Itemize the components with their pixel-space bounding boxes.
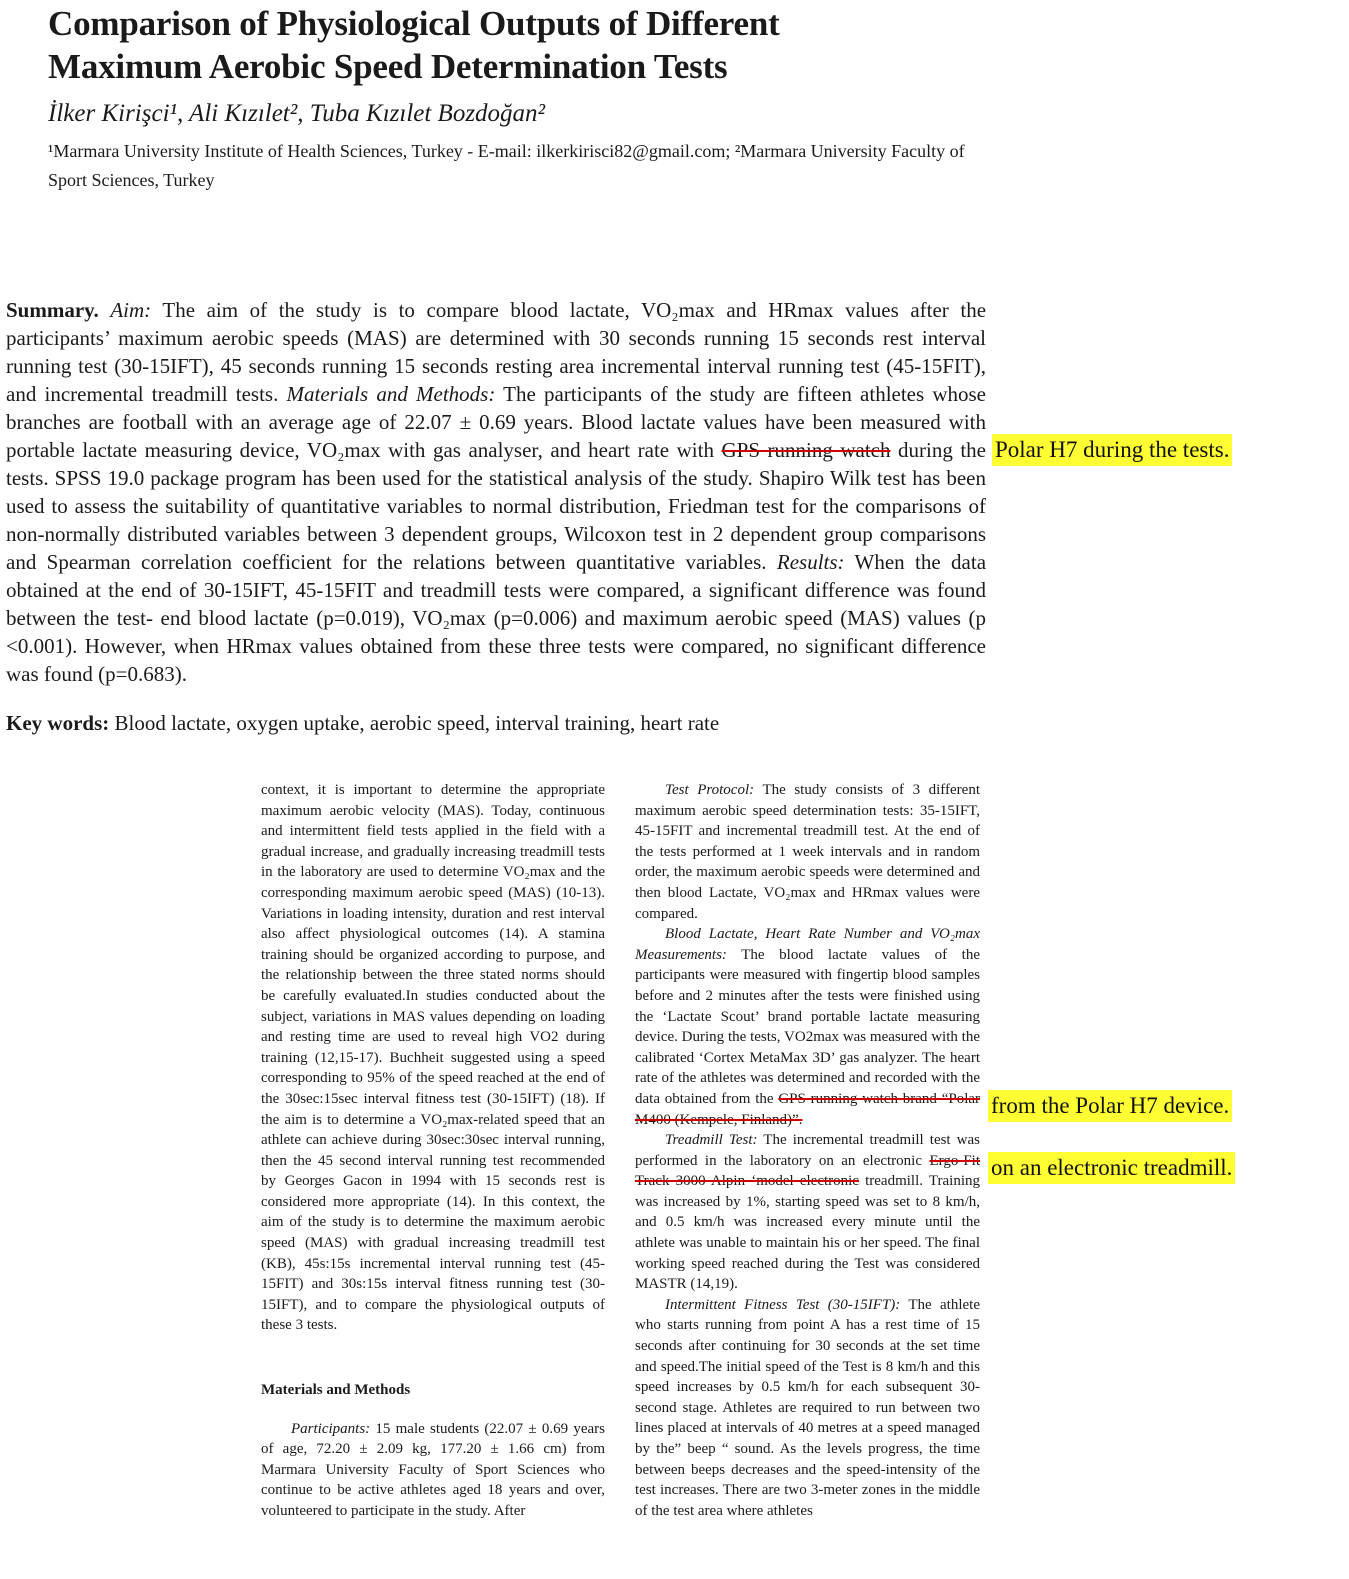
treadmill-text-1: The incremental treadmill test was performed in the laboratory on an electronic (635, 1132, 980, 1169)
ift-text: The athlete who starts running from point A has a rest time of 15 seconds after continuing for 30 seconds at the set time and speed.The initial speed of the Test is 8 km/h and this speed increases by 0.5 km/h for each subsequent 30-second stage. Athletes are required to run between two lines placed at intervals of 40 metres at a speed managed by the” beep “ sound. As the levels progress, the time between beeps decreases and the speed-intensity of the test increases. There are two 3-meter zones in the middle of the test area where athletes (635, 1296, 980, 1519)
affiliation: ¹Marmara University Institute of Health Sciences, Turkey - E-mail: ilkerkirisci82@gmail.com; ²Marmara University Faculty of Sport Sciences, Turkey (48, 141, 965, 190)
treadmill-text-2: treadmill. Training was increased by 1%, starting speed was set to 8 km/h, and 0.5 km/h was increased every minute until the athlete was unable to maintain his or her speed. The final working speed reached during the Test was considered MASTR (14,19). (635, 1173, 980, 1293)
aim-label: Aim: (110, 298, 152, 322)
measurements-text: The blood lactate values of the participants were measured with fingertip blood samples before and 2 minutes after the tests were finished using the ‘Lactate Scout’ brand portable lactate measuring device. During the tests, VO2max was measured with the calibrated ‘Cortex MetaMax 3D’ gas analyzer. The heart rate of the athletes was determined and recorded with the data obtained from the (635, 946, 980, 1107)
protocol-label: Test Protocol: (665, 782, 755, 798)
ift-label: Intermittent Fitness Test (30-15IFT): (665, 1296, 901, 1313)
summary-text-2: The participants of the study are fifteen athletes whose branches are football with an average age of 22.07 ± 0.69 years. Blood lactate values have been measured with portable lactate measuring device, VO₂max with gas analyser, and heart rate with (6, 382, 987, 462)
title-line-1: Comparison of Physiological Outputs of Different (48, 4, 780, 43)
authors: İlker Kirişci¹, Ali Kızılet², Tuba Kızılet Bozdoğan² (48, 100, 546, 127)
protocol-text: The study consists of 3 different maximum aerobic speed determination tests: 35-15IFT, 45-15FIT and incremental treadmill test. At the end of the tests performed at 1 week intervals and in random order, the maximum aerobic speeds were determined and then blood Lactate, VO₂max and HRmax values were compared. (635, 782, 981, 922)
summary-text-4: When the data obtained at the end of 30-15IFT, 45-15FIT and treadmill tests were compared, a significant difference was found between the test- end blood lactate (p=0.019), VO₂max (p=0.006) and maximum aerobic speed (MAS) values (p <0.001). However, when HRmax values obtained from these three tests were compared, no significant difference was found (p=0.683). (6, 550, 987, 686)
paper-title (48, 2, 948, 88)
ift-paragraph (635, 1295, 980, 1522)
left-column (261, 780, 605, 1522)
title-line-2: Maximum Aerobic Speed Determination Tests (48, 47, 728, 86)
summary-text-3: during the tests. SPSS 19.0 package program has been used for the statistical analysis of the study. Shapiro Wilk test has been used to assess the suitability of quantitative variables to normal distribution, Friedman test for the comparisons of non-normally distributed variables between 3 dependent groups, Wilcoxon test in 2 dependent group comparisons and Spearman correlation coefficient for the relations between quantitative variables. (6, 438, 986, 574)
summary-text-1: The aim of the study is to compare blood lactate, VO₂max and HRmax values after the participants’ maximum aerobic speeds (MAS) are determined with 30 seconds running 15 seconds rest interval running test (30-15IFT), 45 seconds running 15 seconds resting area incremental interval running test (45-15FIT), and incremental treadmill tests. (6, 298, 987, 406)
keywords (6, 709, 986, 737)
section-heading-methods: Materials and Methods (261, 1382, 411, 1399)
measurements-paragraph (635, 924, 980, 1130)
intro-paragraph: context, it is important to determine the appropriate maximum aerobic velocity (MAS). Today, continuous and intermittent field tests applied in the field with a gradual increase, and gradually increasing treadmill tests in the laboratory are used to determine VO₂max and the corresponding maximum aerobic speed (MAS) (10-13). Variations in loading intensity, duration and rest interval also affect physiological outcomes (14). A stamina training should be organized according to purpose, and the relationship between the three stated norms should be carefully evaluated.In studies conducted about the subject, variations in MAS values depending on loading and resting time are used to reveal high VO2 during training (12,15-17). Buchheit suggested using a speed corresponding to 95% of the speed reached at the end of the 30sec:15sec interval fitness test (30-15IFT) (18). If the aim is to determine a VO₂max-related speed that an athlete can achieve during 30sec:30sec interval running, then the 45 second interval running test recommended by Georges Gacon in 1994 with 15 seconds rest is considered more appropriate (14). In this context, the aim of the study is to determine the maximum aerobic speed (MAS) with gradual increasing treadmill test (KB), 45s:15s incremental interval running test (45-15FIT) and 30s:15s interval fitness running test (30-15IFT), and to compare the physiological outputs of these 3 tests. (261, 782, 605, 1334)
methods-label: Materials and Methods: (286, 382, 496, 406)
struck-text-gps: GPS running watch (721, 438, 891, 462)
keywords-text: Blood lactate, oxygen uptake, aerobic speed, interval training, heart rate (114, 711, 720, 735)
right-column (635, 780, 980, 1521)
highlight-note-2: from the Polar H7 device. (988, 1090, 1232, 1122)
keywords-label: Key words: (6, 711, 110, 735)
measurements-label: Blood Lactate, Heart Rate Number and VO₂max Measurements: (635, 926, 980, 963)
struck-text-polar: GPS running watch brand “Polar M400 (Kempele, Finland)”. (635, 1090, 981, 1128)
protocol-paragraph (635, 780, 980, 924)
struck-text-ergofit: Ergo-Fit Track 3000 Alpin ‘model electronic (635, 1152, 980, 1190)
highlight-note-1: Polar H7 during the tests. (992, 434, 1232, 466)
treadmill-paragraph (635, 1130, 980, 1295)
summary-paragraph (6, 296, 986, 688)
results-label: Results: (776, 550, 845, 574)
highlight-note-3: on an electronic treadmill. (988, 1152, 1235, 1184)
summary-label: Summary. (6, 298, 99, 322)
participants-label: Participants: (291, 1420, 371, 1437)
treadmill-label: Treadmill Test: (665, 1132, 758, 1149)
participants-text: 15 male students (22.07 ± 0.69 years of age, 72.20 ± 2.09 kg, 177.20 ± 1.66 cm) from Marmara University Faculty of Sport Sciences who continue to be active athletes aged 18 years and over, volunteered to participate in the study. After (261, 1420, 605, 1519)
participants-paragraph (261, 1419, 605, 1522)
